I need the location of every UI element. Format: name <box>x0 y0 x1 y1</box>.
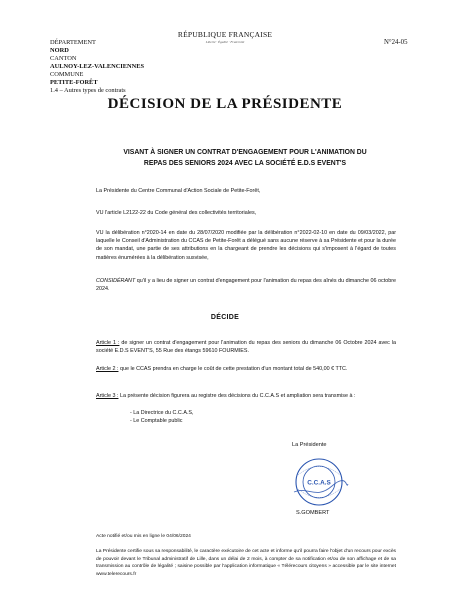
publication-note: Acte notifié et/ou mis en ligne le 04/06/2024 <box>96 534 191 539</box>
article-2-text: que le CCAS prendra en charge le coût de cette prestation d'un montant total de 540,00 € TTC. <box>118 366 348 372</box>
preamble-vu-deliberation: VU la délibération n°2020-14 en date du 28/07/2020 modifiée par la délibération n°2022-02-10 en date du 09/03/2022, par laquelle le Conseil d'Administration du CCAS de Petite-Forêt a délégué sans aucune réserve à sa Présidente et pour la durée de son mandat, une partie de ses attributions en la chargeant de prendre les décisions qui s'imposent à l'égard de toutes matières énumérées à la délibération susvisée, <box>96 230 396 261</box>
commune-value: PETITE-FORÊT <box>50 79 98 86</box>
considerant-label: CONSIDÉRANT <box>96 278 136 284</box>
administrative-header <box>50 39 144 95</box>
decision-number: N°24-05 <box>384 39 408 46</box>
recipient-item: - Le Comptable public <box>130 418 183 425</box>
republic-motto: Liberté · Égalité · Fraternité <box>205 40 245 44</box>
article-2-label: Article 2 : <box>96 366 119 372</box>
departement-label: DÉPARTEMENT <box>50 39 96 46</box>
legal-footer: La Présidente certifie sous sa responsabilité, le caractère exécutoire de cet acte et informe qu'il pourra faire l'objet d'un recours pour excès de pouvoir devant le Tribunal administratif de Lille, dans un délai de 2 mois, à compter de sa notification et/ou de son affichage et de sa transmission au contrôle de légalité ; saisine possible par l'application informatique « Télérecours citoyens » accessible par le site internet www.telerecours.fr <box>96 549 396 577</box>
signature-title: La Présidente <box>292 442 327 448</box>
article-1 <box>96 339 396 355</box>
stamp-label: C.C.A.S <box>307 479 331 487</box>
page-title: DÉCISION DE LA PRÉSIDENTE <box>107 96 343 112</box>
republic-header <box>0 30 450 44</box>
commune-label: COMMUNE <box>50 71 84 78</box>
preamble-president: La Présidente du Centre Communal d'Action Sociale de Petite-Forêt, <box>96 188 261 194</box>
article-3-label: Article 3 : <box>96 393 119 399</box>
signatory-name: S.GOMBERT <box>296 510 330 516</box>
article-1-label: Article 1 : <box>96 340 120 346</box>
contract-type: 1.4 – Autres types de contrats <box>50 87 126 94</box>
article-1-text: de signer un contrat d'engagement pour l'animation du repas des seniors du dimanche 06 Octobre 2024 avec la société E.D.S EVENT'S, 55 Rue des étangs 59610 FOURMIES. <box>96 340 396 355</box>
preamble-considerant <box>96 277 396 293</box>
decide-heading: DÉCIDE <box>210 314 240 321</box>
article-2 <box>96 365 396 373</box>
decision-subject: VISANT À SIGNER UN CONTRAT D'ENGAGEMENT POUR L'ANIMATION DU REPAS DES SENIORS 2024 AVEC LA SOCIÉTÉ E.D.S EVENT'S <box>123 147 367 167</box>
canton-label: CANTON <box>50 55 77 62</box>
recipient-list <box>130 409 330 425</box>
article-3-text: La présente décision figurera au registre des décisions du C.C.A.S et ampliation sera transmise à : <box>118 393 356 399</box>
article-3 <box>96 392 396 400</box>
recipient-item: - La Directrice du C.C.A.S, <box>130 410 194 416</box>
considerant-text: qu'il y a lieu de signer un contrat d'engagement pour l'animation du repas des aînés du dimanche 06 octobre 2024. <box>96 278 396 293</box>
republic-label: RÉPUBLIQUE FRANÇAISE <box>177 30 273 39</box>
canton-value: AULNOY-LEZ-VALENCIENNES <box>50 63 145 70</box>
ccas-stamp-icon <box>286 456 352 508</box>
departement-value: NORD <box>50 47 69 54</box>
preamble-vu-article: VU l'article L2122-22 du Code général des collectivités territoriales, <box>96 210 257 216</box>
